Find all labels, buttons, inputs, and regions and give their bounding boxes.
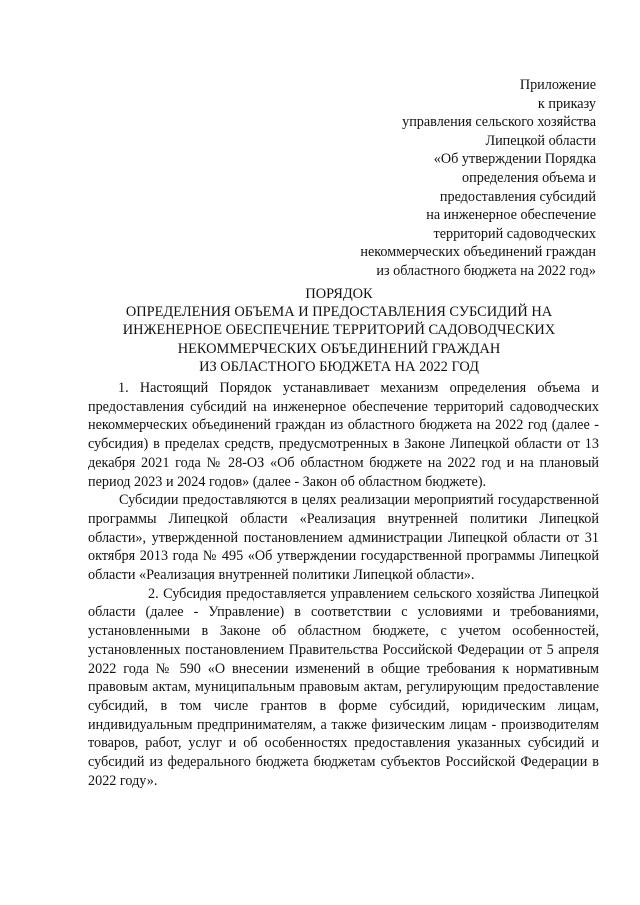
body-paragraph: 1. Настоящий Порядок устанавливает механизм определения объема и предоставления субсидий на инженерное обеспечение территорий садоводческих некоммерческих объединений граждан из областного бюджета на 2022 год (далее - субсидия) в пределах средств, предусмотренных в Законе Липецкой области от 13 декабря 2021 года № 28-ОЗ «Об областном бюджете на 2022 год и на плановый период 2023 и 2024 годов» (далее - Закон об областном бюджете). [88,380,599,490]
document-title [84,285,594,376]
document-body [88,379,599,790]
body-paragraph: Субсидии предоставляются в целях реализации мероприятий государственной программы Липецкой области «Реализация внутренней политики Липецкой области», утвержденной постановлением администрации Липецкой области от 31 октября 2013 года № 495 «Об утверждении государственной программы Липецкой области «Реализация внутренней политики Липецкой области». [88,492,599,584]
appendix-line: Липецкой области [485,132,596,149]
appendix-block [296,76,596,281]
title-line: ОПРЕДЕЛЕНИЯ ОБЪЕМА И ПРЕДОСТАВЛЕНИЯ СУБСИДИЙ НА [125,304,553,321]
appendix-line: управления сельского хозяйства [402,114,596,131]
title-line: НЕКОММЕРЧЕСКИХ ОБЪЕДИНЕНИЙ ГРАЖДАН [177,340,501,357]
body-paragraph: 2. Субсидия предоставляется управлением сельского хозяйства Липецкой области (далее - Управление) в соответствии с условиями и требованиями, установленными в Законе об областном бюджете, с учетом особенностей, установленных постановлением Правительства Российской Федерации от 5 апреля 2022 года № 590 «О внесении изменений в общие требования к нормативным правовым актам, муниципальным правовым актам, регулирующим предоставление субсидий, в том числе грантов в форме субсидий, юридическим лицам, индивидуальным предпринимателям, а также физическим лицам - производителям товаров, работ, услуг и об особенностях предоставления указанных субсидий и субсидий из федерального бюджета бюджетам субъектов Российской Федерации в 2022 году». [88,585,599,789]
title-line: ПОРЯДОК [305,286,373,302]
appendix-line: некоммерческих объединений граждан [360,244,596,261]
appendix-line: из областного бюджета на 2022 год» [376,262,596,279]
appendix-line: «Об утверждении Порядка [433,151,596,168]
title-line: ИНЖЕНЕРНОЕ ОБЕСПЕЧЕНИЕ ТЕРРИТОРИЙ САДОВОДЧЕСКИХ [122,322,556,339]
appendix-line: территорий садоводческих [433,225,596,242]
appendix-line: предоставления субсидий [439,188,596,205]
appendix-line: Приложение [519,77,596,93]
title-line: ИЗ ОБЛАСТНОГО БЮДЖЕТА НА 2022 ГОД [199,358,479,375]
appendix-line: определения объема и [462,169,596,186]
appendix-line: на инженерное обеспечение [426,207,596,224]
appendix-line: к приказу [537,95,596,112]
